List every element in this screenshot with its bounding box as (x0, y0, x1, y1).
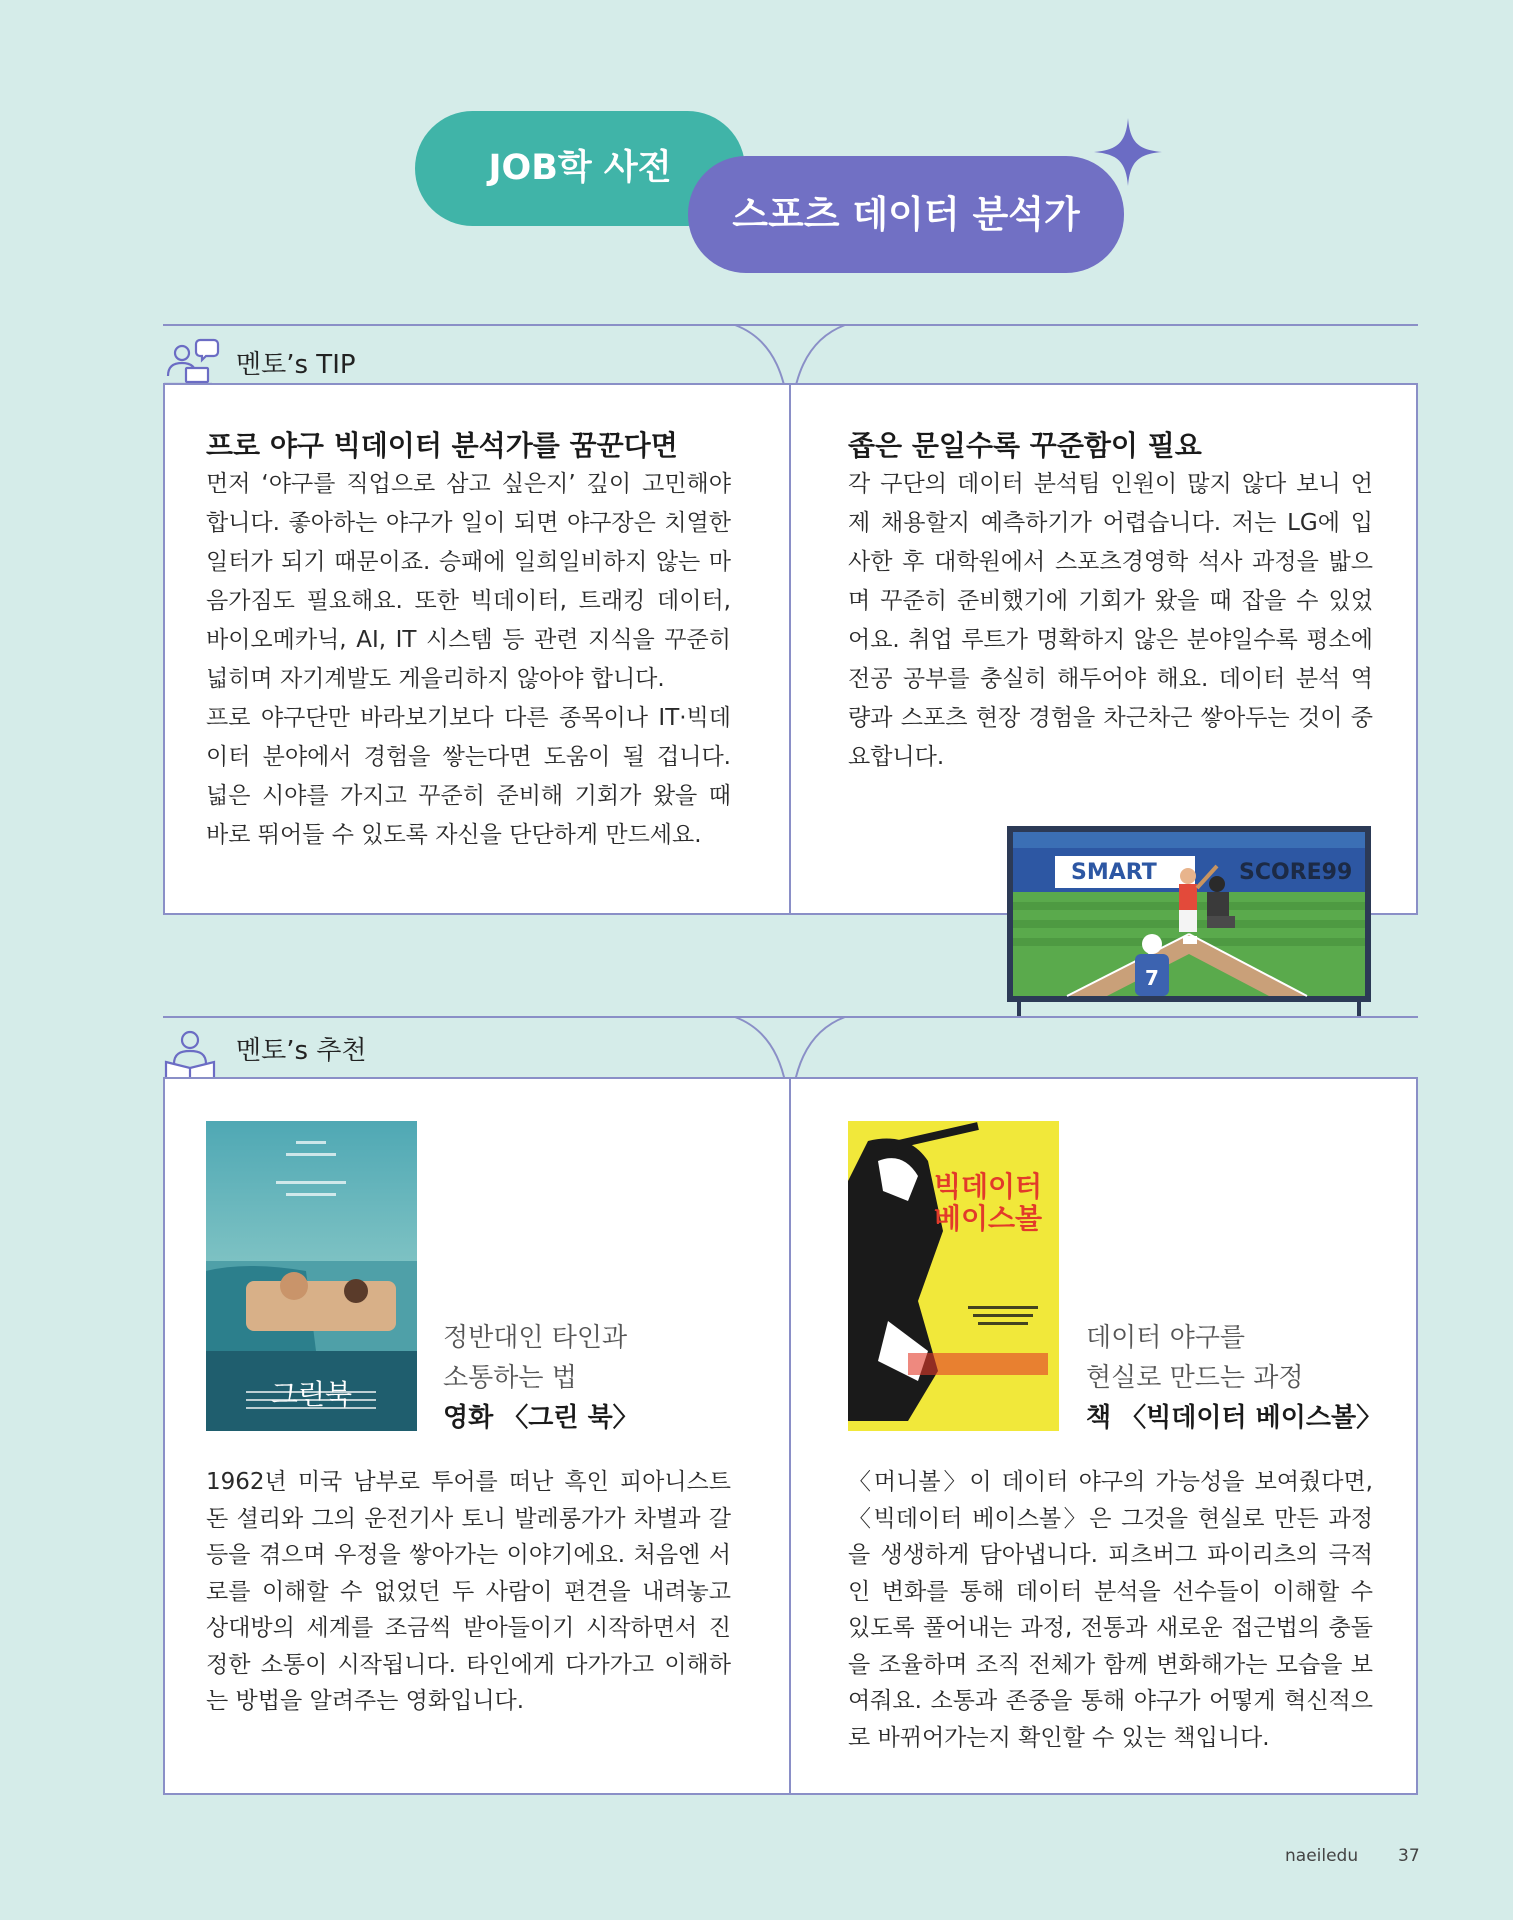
movie-description: 1962년 미국 남부로 투어를 떠난 흑인 피아니스트 돈 셜리와 그의 운전기사 토니 발레롱가가 차별과 갈등을 겪으며 우정을 쌓아가는 이야기에요. 처음엔 서로를 이해할 수 없었던 두 사람이 편견을 내려놓고 상대방의 세계를 조금씩 받아들이기 시작하면서 진정한 소통이 시작됩니다. 타인에게 다가가고 이해하는 방법을 알려주는 영화입니다. (206, 1469, 731, 1714)
mentor-reading-icon (162, 1026, 222, 1082)
board-left-text: SMART (1071, 860, 1157, 885)
movie-caption-line1: 정반대인 타인과 (443, 1323, 628, 1353)
tip-right-title: 좁은 문일수록 꾸준함이 필요 (848, 429, 1202, 462)
tip-left-body (206, 465, 731, 855)
baseball-tv-illustration (1007, 826, 1371, 1016)
footer-site: naeiledu (1285, 1846, 1359, 1866)
book-caption (1086, 1318, 1406, 1438)
tip-left-paragraph-2: 프로 야구단만 바라보기보다 다른 종목이나 IT·빅데이터 분야에서 경험을 쌓는다면 도움이 될 겁니다. 넓은 시야를 가지고 꾸준히 준비해 기회가 왔을 때 바로 뛰어들 수 있도록 자신을 단단하게 만드세요. (206, 705, 731, 848)
book-caption-title: 책 〈빅데이터 베이스볼〉 (1086, 1403, 1383, 1433)
tip-right-paragraph: 각 구단의 데이터 분석팀 인원이 많지 않다 보니 언제 채용할지 예측하기가 어렵습니다. 저는 LG에 입사한 후 대학원에서 스포츠경영학 석사 과정을 밟으며 꾸준히 준비했기에 기회가 왔을 때 잡을 수 있었어요. 취업 루트가 명확하지 않은 분야일수록 평소에 전공 공부를 충실히 해두어야 해요. 데이터 분석 역량과 스포츠 현장 경험을 차근차근 쌓아두는 것이 중요합니다. (848, 471, 1373, 770)
tip-left-paragraph-1: 먼저 ‘야구를 직업으로 삼고 싶은지’ 깊이 고민해야 합니다. 좋아하는 야구가 일이 되면 야구장은 치열한 일터가 되기 때문이죠. 승패에 일희일비하지 않는 마음가짐도 필요해요. 또한 빅데이터, 트래킹 데이터, 바이오메카닉, AI, IT 시스템 등 관련 지식을 꾸준히 넓히며 자기계발도 게을리하지 않아야 합니다. (206, 471, 731, 692)
book-description: 〈머니볼〉이 데이터 야구의 가능성을 보여줬다면, 〈빅데이터 베이스볼〉은 그것을 현실로 만든 과정을 생생하게 담아냅니다. 피츠버그 파이리츠의 극적인 변화를 통해 데이터 분석을 선수들이 이해할 수 있도록 풀어내는 과정, 전통과 새로운 접근법의 충돌을 조율하며 조직 전체가 함께 변화해가는 모습을 보여줘요. 소통과 존중을 통해 야구가 어떻게 혁신적으로 바뀌어가는지 확인할 수 있는 책입니다. (848, 1469, 1373, 1751)
topic-title: 스포츠 데이터 분석가 (688, 156, 1124, 273)
poster-title: 그린북 (270, 1378, 353, 1411)
jersey-number: 7 (1145, 966, 1159, 990)
rec-section-label: 멘토’s 추천 (236, 1036, 367, 1066)
book-cover-art (848, 1121, 1059, 1431)
tip-section-label: 멘토’s TIP (236, 350, 356, 380)
movie-caption-line2: 소통하는 법 (443, 1363, 577, 1393)
tip-left-title: 프로 야구 빅데이터 분석가를 꿈꾼다면 (206, 429, 678, 462)
board-right-text: SCORE99 (1239, 860, 1353, 885)
book-cover-title: 빅데이터 베이스볼 (933, 1170, 1043, 1235)
movie-poster (206, 1121, 417, 1431)
book-cover (848, 1121, 1059, 1431)
page-number: 37 (1398, 1846, 1420, 1866)
tv-screen-graphic (1007, 826, 1371, 1016)
series-label: JOB학 사전 (488, 148, 672, 188)
book-caption-line1: 데이터 야구를 (1086, 1323, 1245, 1353)
movie-caption (443, 1318, 763, 1438)
book-caption-line2: 현실로 만드는 과정 (1086, 1363, 1304, 1393)
movie-caption-title: 영화 〈그린 북〉 (443, 1403, 639, 1433)
tip-right-body (848, 465, 1373, 777)
